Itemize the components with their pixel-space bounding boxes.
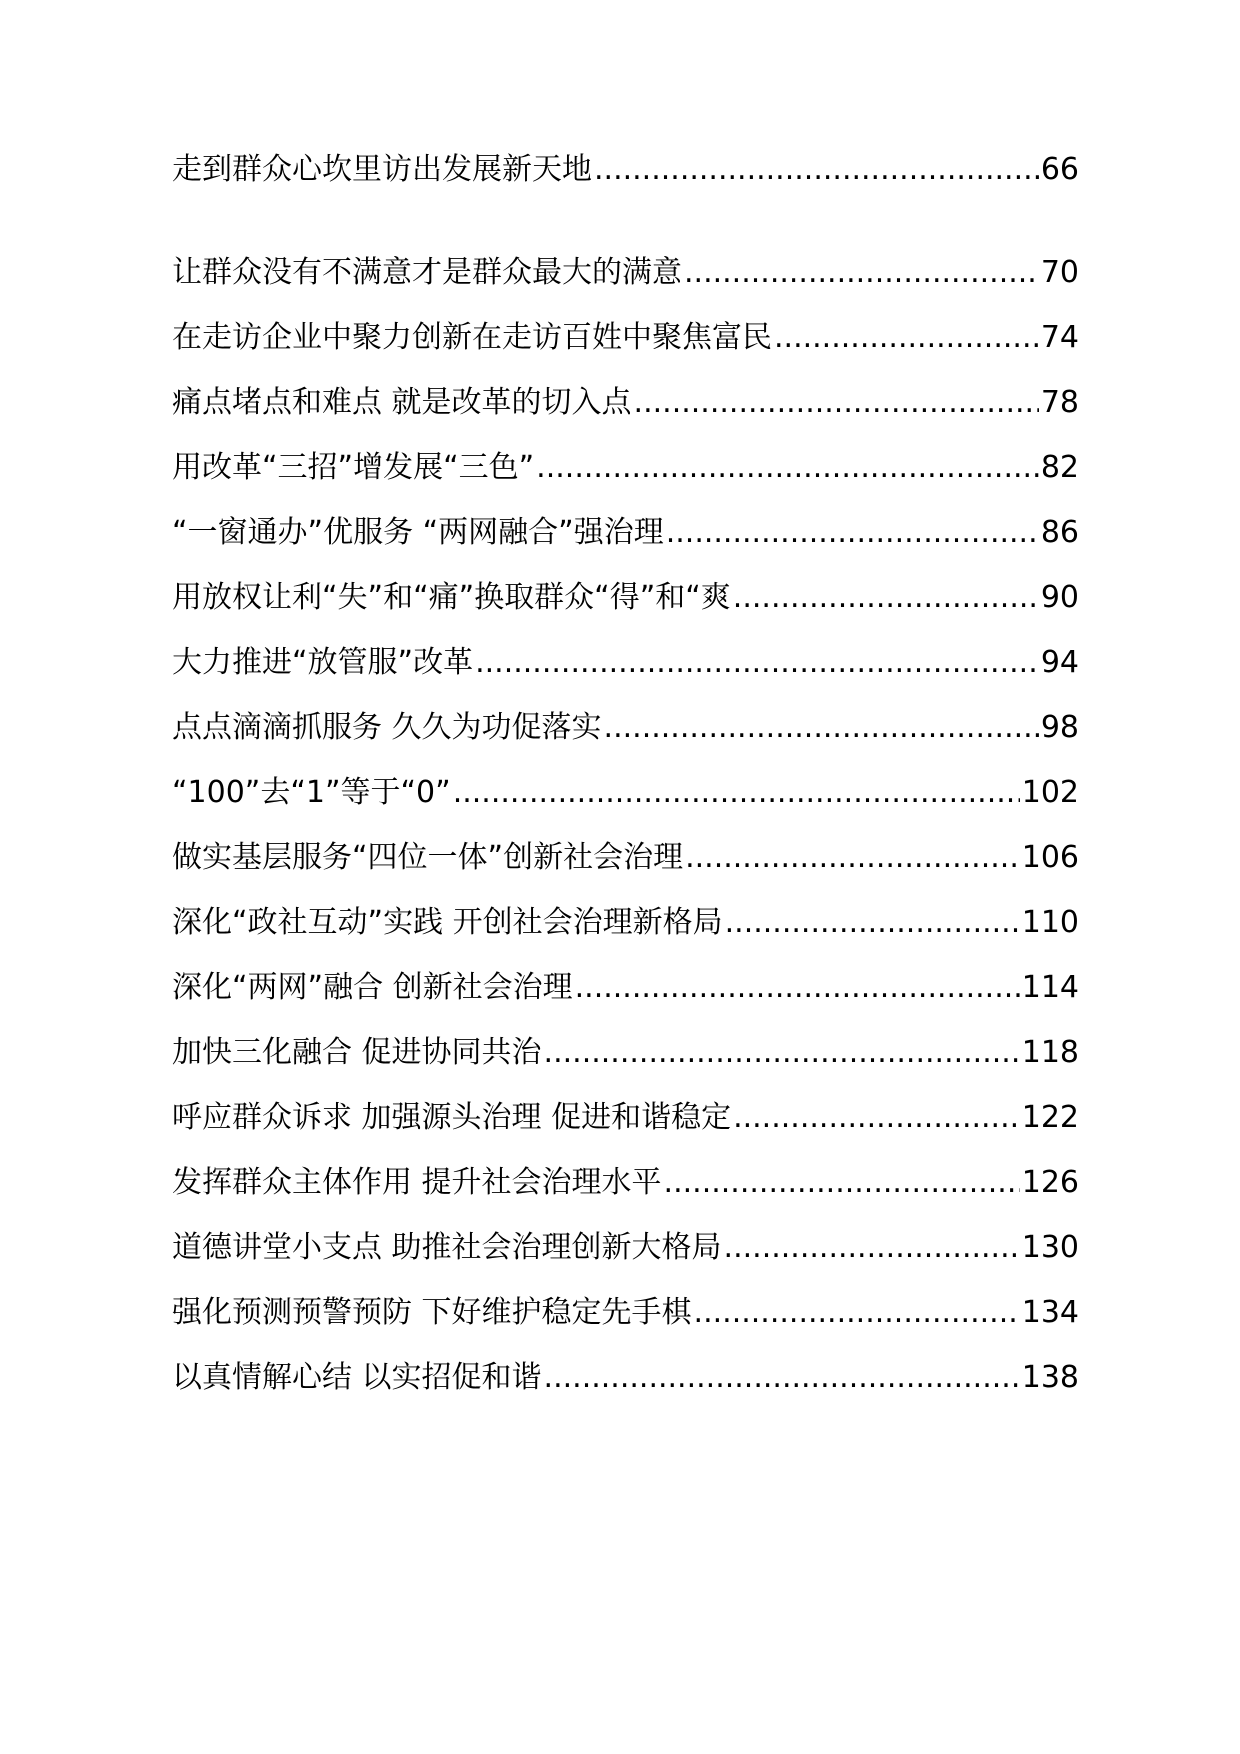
toc-entry[interactable] bbox=[172, 381, 1079, 425]
toc-dot-leader bbox=[666, 511, 1039, 555]
toc-entry[interactable] bbox=[172, 148, 1079, 192]
toc-entry-title: 深化“两网”融合 创新社会治理 bbox=[172, 970, 573, 1005]
toc-entry-title: 痛点堵点和难点 就是改革的切入点 bbox=[172, 385, 632, 420]
toc-entry-title: 点点滴滴抓服务 久久为功促落实 bbox=[172, 710, 602, 745]
toc-dot-leader bbox=[634, 381, 1039, 425]
toc-dot-leader bbox=[544, 1356, 1020, 1400]
toc-entry[interactable] bbox=[172, 511, 1079, 555]
toc-entry-title: 走到群众心坎里访出发展新天地 bbox=[172, 152, 592, 187]
toc-entry[interactable] bbox=[172, 1031, 1079, 1075]
toc-page-number: 90 bbox=[1040, 580, 1079, 615]
toc-page-number: 138 bbox=[1021, 1360, 1079, 1395]
toc-entry[interactable] bbox=[172, 641, 1079, 685]
toc-entry-title: 大力推进“放管服”改革 bbox=[172, 645, 474, 680]
toc-entry[interactable] bbox=[172, 1356, 1079, 1400]
toc-entry-title: 做实基层服务“四位一体”创新社会治理 bbox=[172, 840, 684, 875]
toc-dot-leader bbox=[575, 966, 1020, 1010]
toc-dot-leader bbox=[604, 706, 1039, 750]
toc-page-number: 70 bbox=[1040, 255, 1079, 290]
toc-entry[interactable] bbox=[172, 706, 1079, 750]
toc-entry[interactable] bbox=[172, 901, 1079, 945]
toc-page-number: 134 bbox=[1021, 1295, 1079, 1330]
toc-entry-title: 以真情解心结 以实招促和谐 bbox=[172, 1360, 542, 1395]
toc-dot-leader bbox=[724, 1226, 1020, 1270]
toc-entry-title: 深化“政社互动”实践 开创社会治理新格局 bbox=[172, 905, 723, 940]
toc-dot-leader bbox=[664, 1161, 1020, 1205]
toc-dot-leader bbox=[733, 576, 1039, 620]
toc-entry[interactable] bbox=[172, 446, 1079, 490]
toc-entry-title: 发挥群众主体作用 提升社会治理水平 bbox=[172, 1165, 662, 1200]
toc-entry[interactable] bbox=[172, 1226, 1079, 1270]
toc-dot-leader bbox=[733, 1096, 1020, 1140]
toc-page-number: 66 bbox=[1040, 152, 1079, 187]
toc-entry[interactable] bbox=[172, 576, 1079, 620]
toc-entry[interactable] bbox=[172, 316, 1079, 360]
toc-dot-leader bbox=[544, 1031, 1020, 1075]
toc-dot-leader bbox=[475, 641, 1039, 685]
toc-page-number: 94 bbox=[1040, 645, 1079, 680]
toc-page-number: 118 bbox=[1021, 1035, 1079, 1070]
toc-entry-title: 道德讲堂小支点 助推社会治理创新大格局 bbox=[172, 1230, 722, 1265]
toc-entry[interactable] bbox=[172, 1161, 1079, 1205]
toc-dot-leader bbox=[685, 836, 1020, 880]
toc-page-number: 82 bbox=[1040, 450, 1079, 485]
toc-page-number: 130 bbox=[1021, 1230, 1079, 1265]
toc-entry-title: 用放权让利“失”和“痛”换取群众“得”和“爽 bbox=[172, 580, 731, 615]
toc-entry-title: “100”去“1”等于“0” bbox=[172, 775, 451, 810]
toc-entry-title: 呼应群众诉求 加强源头治理 促进和谐稳定 bbox=[172, 1100, 732, 1135]
toc-entry-title: 加快三化融合 促进协同共治 bbox=[172, 1035, 542, 1070]
toc-page-number: 102 bbox=[1021, 775, 1079, 810]
toc-page-number: 74 bbox=[1040, 320, 1079, 355]
toc-entry[interactable] bbox=[172, 771, 1079, 815]
toc-dot-leader bbox=[725, 901, 1020, 945]
toc-page-number: 106 bbox=[1021, 840, 1079, 875]
toc-entry-title: 用改革“三招”增发展“三色” bbox=[172, 450, 535, 485]
toc-entry-title: “一窗通办”优服务 “两网融合”强治理 bbox=[172, 515, 664, 550]
toc-dot-leader bbox=[694, 1291, 1020, 1335]
toc-page-number: 122 bbox=[1021, 1100, 1079, 1135]
toc-entry-title: 让群众没有不满意才是群众最大的满意 bbox=[172, 255, 682, 290]
toc-entry-title: 强化预测预警预防 下好维护稳定先手棋 bbox=[172, 1295, 692, 1330]
toc-entry-title: 在走访企业中聚力创新在走访百姓中聚焦富民 bbox=[172, 320, 772, 355]
toc-page-number: 98 bbox=[1040, 710, 1079, 745]
toc-entry[interactable] bbox=[172, 966, 1079, 1010]
toc-dot-leader bbox=[594, 148, 1039, 192]
toc-page-number: 86 bbox=[1040, 515, 1079, 550]
toc-dot-leader bbox=[453, 771, 1020, 815]
toc-entry[interactable] bbox=[172, 1096, 1079, 1140]
toc-page-number: 126 bbox=[1021, 1165, 1079, 1200]
toc-entry[interactable] bbox=[172, 1291, 1079, 1335]
toc-page-number: 78 bbox=[1040, 385, 1079, 420]
toc-dot-leader bbox=[684, 251, 1039, 295]
toc-page-number: 114 bbox=[1021, 970, 1079, 1005]
toc-page-number: 110 bbox=[1021, 905, 1079, 940]
toc-entry[interactable] bbox=[172, 251, 1079, 295]
toc-dot-leader bbox=[774, 316, 1039, 360]
toc-dot-leader bbox=[536, 446, 1039, 490]
toc-entry[interactable] bbox=[172, 836, 1079, 880]
